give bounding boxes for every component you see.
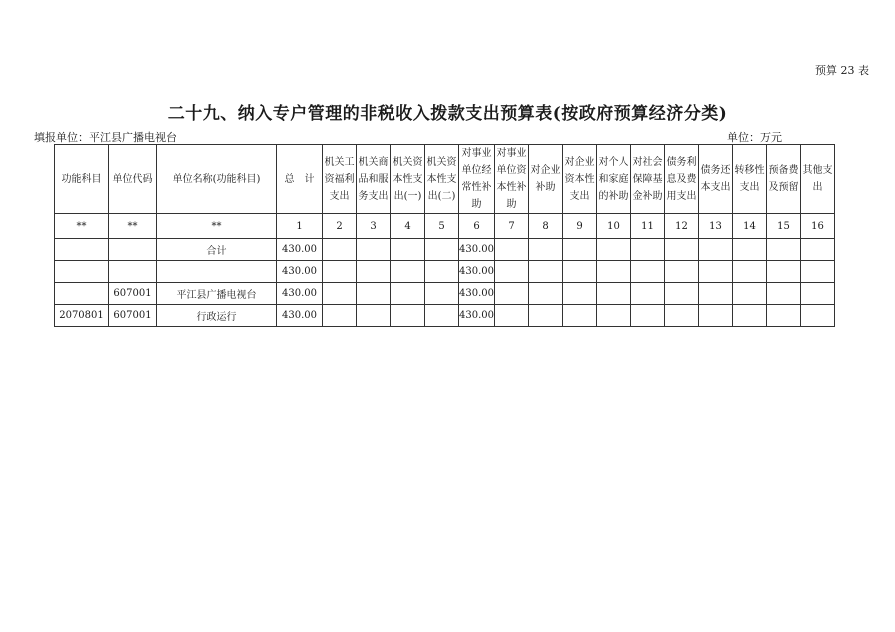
table-cell: 平江县广播电视台 bbox=[157, 283, 277, 305]
table-row bbox=[55, 261, 835, 283]
table-cell bbox=[631, 305, 665, 327]
table-cell bbox=[801, 261, 835, 283]
index-cell: 14 bbox=[733, 214, 767, 239]
table-cell bbox=[391, 283, 425, 305]
index-cell: 7 bbox=[495, 214, 529, 239]
table-cell: 430.00 bbox=[277, 261, 323, 283]
table-cell bbox=[733, 305, 767, 327]
page-title: 二十九、纳入专户管理的非税收入拨款支出预算表(按政府预算经济分类) bbox=[167, 104, 728, 124]
header-cell: 单位代码 bbox=[109, 145, 157, 214]
table-cell bbox=[109, 261, 157, 283]
table-cell bbox=[357, 261, 391, 283]
table-cell bbox=[529, 261, 563, 283]
table-cell bbox=[563, 305, 597, 327]
index-cell: 4 bbox=[391, 214, 425, 239]
table-cell: 607001 bbox=[109, 283, 157, 305]
table-cell bbox=[801, 305, 835, 327]
table-cell: 607001 bbox=[109, 305, 157, 327]
table-cell bbox=[733, 239, 767, 261]
table-cell bbox=[665, 261, 699, 283]
table-cell bbox=[495, 283, 529, 305]
table-cell bbox=[665, 305, 699, 327]
table-cell bbox=[699, 305, 733, 327]
table-cell bbox=[323, 261, 357, 283]
header-cell: 债务还本支出 bbox=[699, 145, 733, 214]
table-cell bbox=[767, 283, 801, 305]
table-cell bbox=[699, 239, 733, 261]
table-cell bbox=[425, 305, 459, 327]
table-row bbox=[55, 305, 835, 327]
table-cell: 2070801 bbox=[55, 305, 109, 327]
table-cell bbox=[597, 261, 631, 283]
table-cell bbox=[563, 239, 597, 261]
table-cell bbox=[597, 305, 631, 327]
table-cell bbox=[529, 305, 563, 327]
reporting-unit: 填报单位：平江县广播电视台 bbox=[34, 131, 177, 144]
table-cell: 430.00 bbox=[277, 305, 323, 327]
table-cell bbox=[495, 239, 529, 261]
table-cell: 430.00 bbox=[277, 283, 323, 305]
header-cell: 其他支出 bbox=[801, 145, 835, 214]
table-cell bbox=[357, 283, 391, 305]
table-cell: 430.00 bbox=[459, 261, 495, 283]
table-cell: 430.00 bbox=[459, 283, 495, 305]
table-cell bbox=[801, 283, 835, 305]
table-cell bbox=[391, 261, 425, 283]
index-cell: 15 bbox=[767, 214, 801, 239]
table-cell bbox=[357, 239, 391, 261]
table-cell bbox=[323, 305, 357, 327]
index-cell: 13 bbox=[699, 214, 733, 239]
index-cell: 1 bbox=[277, 214, 323, 239]
table-cell bbox=[391, 305, 425, 327]
header-cell: 转移性支出 bbox=[733, 145, 767, 214]
table-cell bbox=[425, 283, 459, 305]
index-cell: ** bbox=[157, 214, 277, 239]
table-cell bbox=[357, 305, 391, 327]
table-cell bbox=[767, 305, 801, 327]
table-cell bbox=[563, 283, 597, 305]
index-cell: 5 bbox=[425, 214, 459, 239]
table-cell bbox=[323, 239, 357, 261]
table-cell: 行政运行 bbox=[157, 305, 277, 327]
currency-unit: 单位：万元 bbox=[727, 131, 782, 144]
index-cell: 16 bbox=[801, 214, 835, 239]
index-cell: ** bbox=[109, 214, 157, 239]
header-cell: 债务利息及费用支出 bbox=[665, 145, 699, 214]
header-cell: 对事业单位经常性补助 bbox=[459, 145, 495, 214]
page-code: 预算 23 表 bbox=[815, 64, 869, 77]
table-cell: 430.00 bbox=[459, 305, 495, 327]
table-row bbox=[55, 239, 835, 261]
table-cell bbox=[109, 239, 157, 261]
header-cell: 对个人和家庭的补助 bbox=[597, 145, 631, 214]
header-cell: 对社会保障基金补助 bbox=[631, 145, 665, 214]
header-cell: 对事业单位资本性补助 bbox=[495, 145, 529, 214]
table-cell bbox=[665, 239, 699, 261]
table-cell bbox=[563, 261, 597, 283]
table-cell bbox=[529, 239, 563, 261]
index-cell: 3 bbox=[357, 214, 391, 239]
table-cell bbox=[495, 261, 529, 283]
table-cell: 430.00 bbox=[459, 239, 495, 261]
table-cell bbox=[767, 261, 801, 283]
table-cell bbox=[767, 239, 801, 261]
index-row bbox=[55, 214, 835, 239]
table-cell bbox=[733, 261, 767, 283]
header-row bbox=[55, 145, 835, 214]
table-cell bbox=[801, 239, 835, 261]
header-cell: 机关商品和服务支出 bbox=[357, 145, 391, 214]
table-cell bbox=[597, 239, 631, 261]
table-cell bbox=[665, 283, 699, 305]
table-cell bbox=[597, 283, 631, 305]
index-cell: 8 bbox=[529, 214, 563, 239]
table-cell bbox=[55, 239, 109, 261]
budget-table bbox=[54, 144, 835, 327]
index-cell: 10 bbox=[597, 214, 631, 239]
index-cell: 11 bbox=[631, 214, 665, 239]
table-cell: 430.00 bbox=[277, 239, 323, 261]
table-cell bbox=[157, 261, 277, 283]
index-cell: 2 bbox=[323, 214, 357, 239]
table-cell bbox=[631, 283, 665, 305]
table-row bbox=[55, 283, 835, 305]
index-cell: 9 bbox=[563, 214, 597, 239]
table-cell bbox=[55, 261, 109, 283]
table-cell bbox=[495, 305, 529, 327]
header-cell: 机关资本性支出(二) bbox=[425, 145, 459, 214]
header-cell: 对企业资本性支出 bbox=[563, 145, 597, 214]
header-cell: 对企业补助 bbox=[529, 145, 563, 214]
table-cell bbox=[323, 283, 357, 305]
index-cell: 12 bbox=[665, 214, 699, 239]
header-cell: 总 计 bbox=[277, 145, 323, 214]
table-cell: 合计 bbox=[157, 239, 277, 261]
table-cell bbox=[699, 283, 733, 305]
table-cell bbox=[55, 283, 109, 305]
table-cell bbox=[529, 283, 563, 305]
header-cell: 机关工资福利支出 bbox=[323, 145, 357, 214]
header-cell: 功能科目 bbox=[55, 145, 109, 214]
table-cell bbox=[631, 239, 665, 261]
table-cell bbox=[425, 239, 459, 261]
header-cell: 单位名称(功能科目) bbox=[157, 145, 277, 214]
index-cell: 6 bbox=[459, 214, 495, 239]
table-cell bbox=[391, 239, 425, 261]
table-cell bbox=[699, 261, 733, 283]
table-cell bbox=[631, 261, 665, 283]
index-cell: ** bbox=[55, 214, 109, 239]
header-cell: 预备费及预留 bbox=[767, 145, 801, 214]
table-cell bbox=[425, 261, 459, 283]
header-cell: 机关资本性支出(一) bbox=[391, 145, 425, 214]
table-cell bbox=[733, 283, 767, 305]
